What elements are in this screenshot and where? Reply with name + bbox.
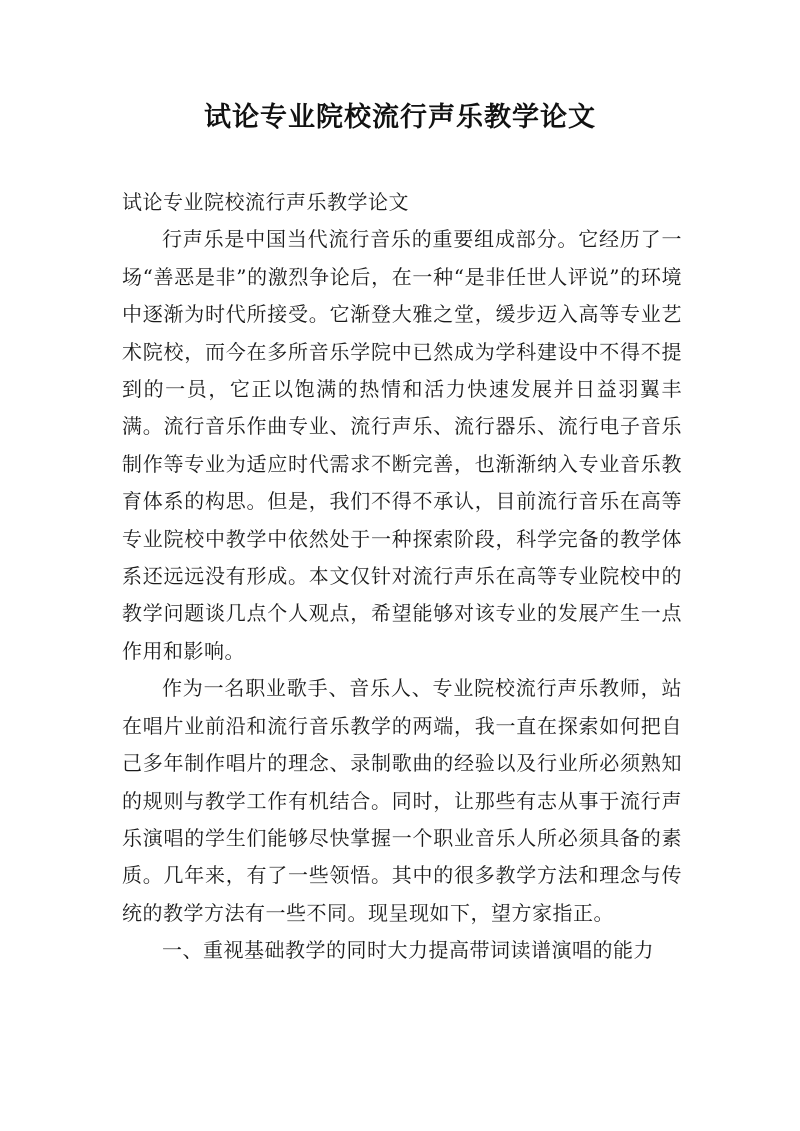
paragraph: 行声乐是中国当代流行音乐的重要组成部分。它经历了一场“善恶是非”的激烈争论后，在一种“是非任世人评说”的环境中逐渐为时代所接受。它渐登大雅之堂，缓步迈入高等专业艺术院校，而今在多所音乐学院中已然成为学科建设中不得不提到的一员，它正以饱满的热情和活力快速发展并日益羽翼丰满。流行音乐作曲专业、流行声乐、流行器乐、流行电子音乐制作等专业为适应时代需求不断完善，也渐渐纳入专业音乐教育体系的构思。但是，我们不得不承认，目前流行音乐在高等专业院校中教学中依然处于一种探索阶段，科学完备的教学体系还远远没有形成。本文仅针对流行声乐在高等专业院校中的教学问题谈几点个人观点，希望能够对该专业的发展产生一点作用和影响。: [122, 227, 682, 663]
document-body: [122, 184, 682, 970]
paragraph: 作为一名职业歌手、音乐人、专业院校流行声乐教师，站在唱片业前沿和流行音乐教学的两端，我一直在探索如何把自己多年制作唱片的理念、录制歌曲的经验以及行业所必须熟知的规则与教学工作有机结合。同时，让那些有志从事于流行声乐演唱的学生们能够尽快掌握一个职业音乐人所必须具备的素质。几年来，有了一些领悟。其中的很多教学方法和理念与传统的教学方法有一些不同。现呈现如下，望方家指正。: [122, 676, 682, 925]
section-heading: 一、重视基础教学的同时大力提高带词读谱演唱的能力: [162, 938, 654, 963]
document-title: 试论专业院校流行声乐教学论文: [204, 102, 596, 133]
document-subtitle: 试论专业院校流行声乐教学论文: [122, 190, 409, 214]
